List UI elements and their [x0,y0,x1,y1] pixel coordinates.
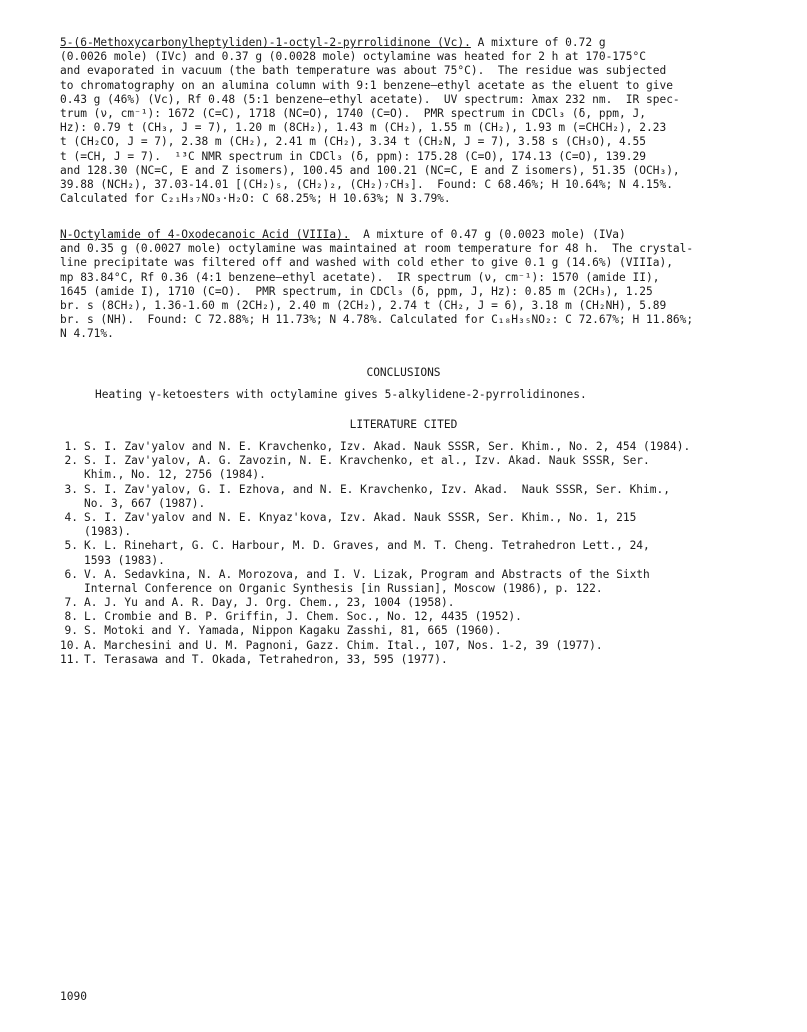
paragraph-text-line: Calculated for C₂₁H₃₇NO₃·H₂O: C 68.25%; H 10.63%; N 3.79%. [60,192,451,206]
paragraph-text-line: A mixture of 0.72 g [470,36,606,49]
reference-item [60,483,760,511]
reference-number: 8. [64,610,78,624]
reference-text: 1593 (1983). [84,553,165,567]
reference-text: S. I. Zav'yalov, A. G. Zavozin, N. E. Kravchenko, et al., Izv. Akad. Nauk SSSR, Ser. [84,454,650,468]
reference-item [60,511,760,539]
reference-text: Internal Conference on Organic Synthesis [in Russian], Moscow (1986), p. 122. [84,581,603,595]
paragraph-text-line: mp 83.84°C, Rf 0.36 (4:1 benzene—ethyl acetate). IR spectrum (ν, cm⁻¹): 1570 (amide II), [60,270,660,284]
reference-number: 6. [64,567,78,581]
reference-item [60,440,760,454]
reference-text: A. J. Yu and A. R. Day, J. Org. Chem., 23, 1004 (1958). [84,596,455,610]
paragraph-text-line: br. s (NH). Found: C 72.88%; H 11.73%; N 4.78%. Calculated for C₁₈H₃₅NO₂: C 72.67%; H 11.86%; [60,313,694,327]
paragraph-text-line: A mixture of 0.47 g (0.0023 mole) (IVa) [349,228,626,241]
paragraph-text-line: trum (ν, cm⁻¹): 1672 (C=C), 1718 (NC=O), 1740 (C=O). PMR spectrum in CDCl₃ (δ, ppm, J, [60,106,646,120]
experimental-paragraph-vc [60,36,750,206]
paragraph-text-line: 0.43 g (46%) (Vc), Rf 0.48 (5:1 benzene—ethyl acetate). UV spectrum: λmax 232 nm. IR spec- [60,92,680,106]
reference-item [60,653,760,667]
paragraph-first-line [60,228,750,242]
reference-list [60,440,760,667]
reference-number: 10. [60,638,81,652]
reference-text: No. 3, 667 (1987). [84,496,206,510]
reference-number: 1. [64,440,78,453]
reference-number: 3. [64,482,78,496]
paragraph-text-line: t (=CH, J = 7). ¹³C NMR spectrum in CDCl₃ (δ, ppm): 175.28 (C=O), 174.13 (C=O), 139.29 [60,149,646,163]
reference-item [60,568,760,596]
paragraph-first-line [60,36,750,50]
paragraph-text-line: to chromatography on an alumina column with 9:1 benzene—ethyl acetate as the eluent to give [60,78,673,92]
paragraph-text-line: and 128.30 (NC=C, E and Z isomers), 100.45 and 100.21 (NC=C, E and Z isomers), 51.35 (OCH₃), [60,163,680,177]
reference-number: 2. [64,454,78,468]
reference-text: L. Crombie and B. P. Griffin, J. Chem. Soc., No. 12, 4435 (1952). [84,610,522,624]
paragraph-text-line: line precipitate was filtered off and washed with cold ether to give 0.1 g (14.6%) (VIIIa), [60,256,673,270]
reference-item [60,624,760,638]
reference-text: A. Marchesini and U. M. Pagnoni, Gazz. Chim. Ital., 107, Nos. 1-2, 39 (1977). [84,638,603,652]
reference-text: S. Motoki and Y. Yamada, Nippon Kagaku Zasshi, 81, 665 (1960). [84,624,502,638]
reference-text: S. I. Zav'yalov, G. I. Ezhova, and N. E. Kravchenko, Izv. Akad. Nauk SSSR, Ser. Khim., [84,482,670,496]
paragraph-text-line: (0.0026 mole) (IVc) and 0.37 g (0.0028 mole) octylamine was heated for 2 h at 170-175°C [60,50,646,64]
paragraph-text-line: br. s (8CH₂), 1.36-1.60 m (2CH₂), 2.40 m (2CH₂), 2.74 t (CH₂, J = 6), 3.18 m (CH₂NH), 5.89 [60,298,667,312]
reference-item [60,454,760,482]
reference-item [60,539,760,567]
reference-number: 7. [64,596,78,610]
reference-item [60,610,760,624]
paragraph-text-line: t (CH₂CO, J = 7), 2.38 m (CH₂), 2.41 m (CH₂), 3.34 t (CH₂N, J = 7), 3.58 s (CH₃O), 4.55 [60,135,646,149]
paragraph-text-line: 39.88 (NCH₂), 37.03-14.01 [(CH₂)₅, (CH₂)₂, (CH₂)₇CH₃]. Found: C 68.46%; H 10.64%; N 4.15%. [60,177,673,191]
reference-item [60,596,760,610]
reference-number: 4. [64,510,78,524]
paragraph-text-line: and 0.35 g (0.0027 mole) octylamine was maintained at room temperature for 48 h. The crystal- [60,242,694,256]
reference-text: K. L. Rinehart, G. C. Harbour, M. D. Graves, and M. T. Cheng. Tetrahedron Lett., 24, [84,539,650,553]
reference-number: 9. [64,624,78,638]
conclusions-heading: CONCLUSIONS [366,366,441,379]
reference-text: V. A. Sedavkina, N. A. Morozova, and I. V. Lizak, Program and Abstracts of the Sixth [84,567,650,581]
reference-item [60,639,760,653]
reference-number: 5. [64,539,78,553]
reference-text: S. I. Zav'yalov and N. E. Kravchenko, Izv. Akad. Nauk SSSR, Ser. Khim., No. 2, 454 (1984). [84,440,691,453]
paragraph-text-line: 1645 (amide I), 1710 (C=O). PMR spectrum, in CDCl₃ (δ, ppm, J, Hz): 0.85 m (2CH₃), 1.25 [60,284,653,298]
page-number: 1090 [60,990,87,1003]
reference-text: (1983). [84,525,132,539]
reference-text: S. I. Zav'yalov and N. E. Knyaz'kova, Izv. Akad. Nauk SSSR, Ser. Khim., No. 1, 215 [84,510,637,524]
reference-text: T. Terasawa and T. Okada, Tetrahedron, 33, 595 (1977). [84,652,448,666]
paragraph-text-line: and evaporated in vacuum (the bath temperature was about 75°C). The residue was subjected [60,64,667,78]
reference-number: 11. [60,652,81,666]
reference-text: Khim., No. 12, 2756 (1984). [84,468,266,482]
conclusions-text: Heating γ-ketoesters with octylamine gives 5-alkylidene-2-pyrrolidinones. [95,388,587,401]
experimental-paragraph-viiia [60,228,750,342]
literature-cited-heading: LITERATURE CITED [349,418,458,431]
compound-title-viiia: N-Octylamide of 4-Oxodecanoic Acid (VIIIa). [60,228,350,241]
paragraph-text-line: N 4.71%. [60,327,114,341]
compound-title-vc: 5-(6-Methoxycarbonylheptyliden)-1-octyl-2-pyrrolidinone (Vc). [60,36,471,49]
paragraph-text-line: Hz): 0.79 t (CH₃, J = 7), 1.20 m (8CH₂), 1.43 m (CH₂), 1.55 m (CH₂), 1.93 m (=CHCH₂), 2.23 [60,121,667,135]
